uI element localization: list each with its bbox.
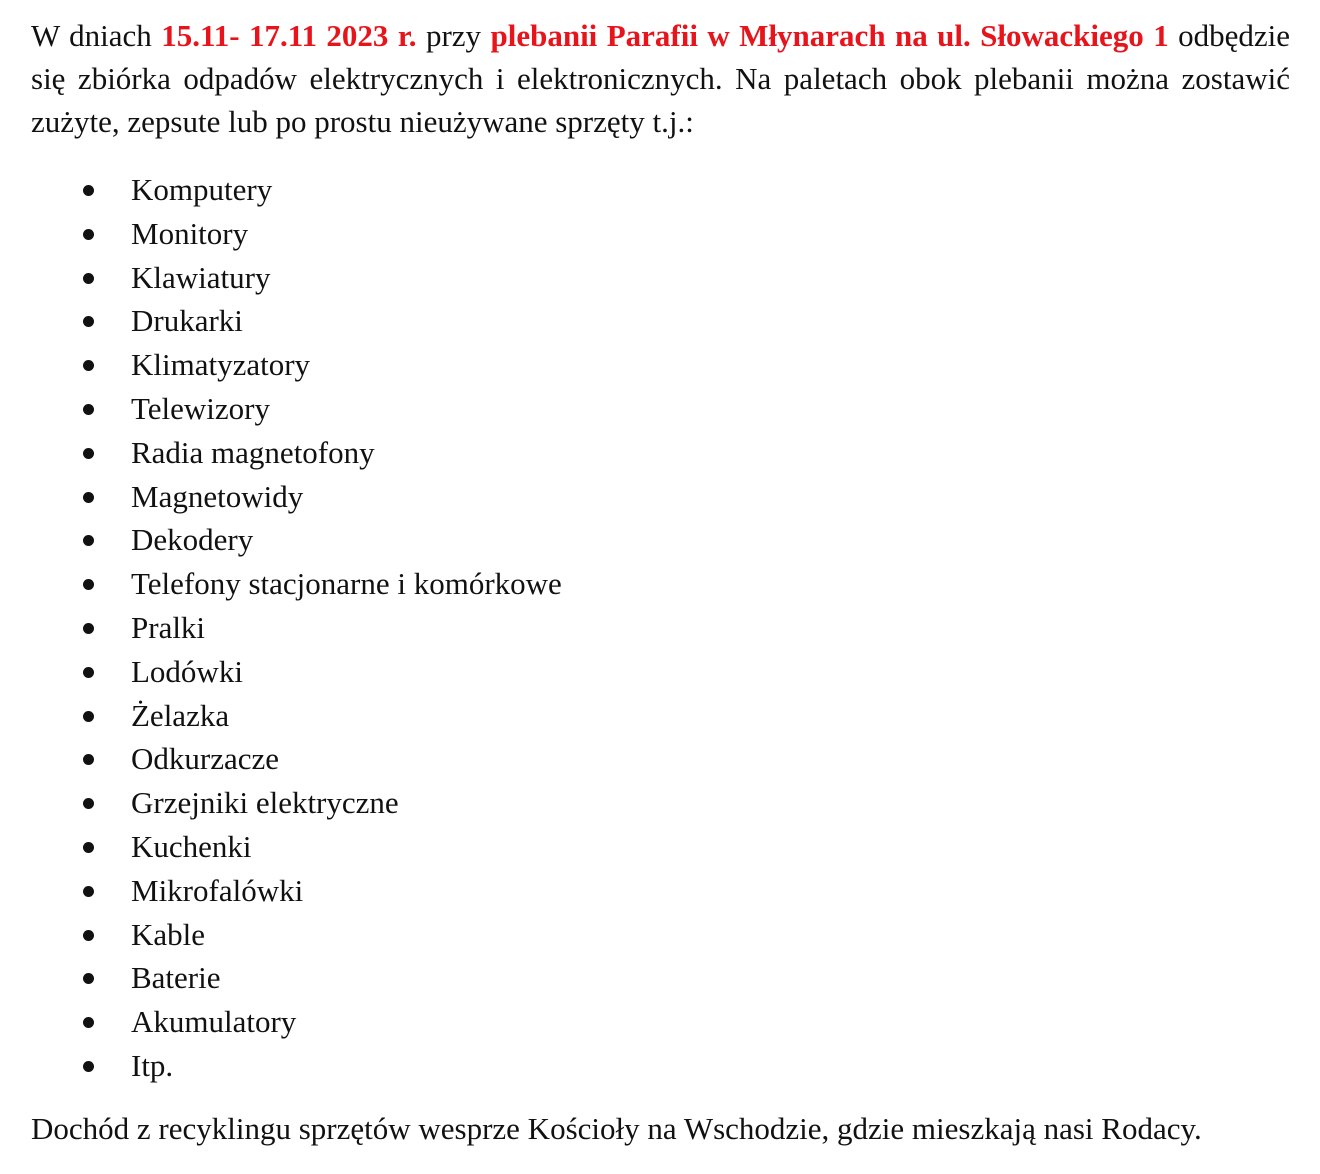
list-item xyxy=(31,913,1290,957)
bullet-icon xyxy=(83,667,94,678)
list-item xyxy=(31,781,1290,825)
list-item-label: Klawiatury xyxy=(131,259,271,295)
list-item-label: Telefony stacjonarne i komórkowe xyxy=(131,566,562,602)
intro-text-end: odbędzie się zbiórka odpadów elektrycznych i elektronicznych. Na paletach obok plebanii można zostawić zużyte, zepsute lub po prostu nieużywane sprzęty t.j.: xyxy=(31,18,1291,139)
list-item-label: Odkurzacze xyxy=(131,741,280,777)
bullet-icon xyxy=(83,492,94,503)
bullet-icon xyxy=(83,973,94,984)
list-item xyxy=(31,299,1290,343)
list-item-label: Klimatyzatory xyxy=(131,347,311,383)
list-item xyxy=(31,518,1290,562)
list-item xyxy=(31,606,1290,650)
list-item-label: Itp. xyxy=(131,1047,174,1083)
bullet-icon xyxy=(83,930,94,941)
list-item-label: Monitory xyxy=(131,215,249,251)
list-item xyxy=(31,387,1290,431)
list-item-label: Baterie xyxy=(131,960,221,996)
list-item xyxy=(31,650,1290,694)
list-item xyxy=(31,256,1290,300)
list-item-label: Żelazka xyxy=(131,697,230,733)
bullet-icon xyxy=(83,754,94,765)
list-item-label: Grzejniki elektryczne xyxy=(131,785,399,821)
list-item xyxy=(31,343,1290,387)
list-item-label: Komputery xyxy=(131,172,273,207)
list-item xyxy=(31,825,1290,869)
list-item xyxy=(31,1000,1290,1044)
list-item xyxy=(31,956,1290,1000)
list-item xyxy=(31,869,1290,913)
bullet-icon xyxy=(83,623,94,634)
bullet-icon xyxy=(83,579,94,590)
list-item-label: Akumulatory xyxy=(131,1004,297,1040)
bullet-icon xyxy=(83,842,94,853)
list-item xyxy=(31,212,1290,256)
bullet-icon xyxy=(83,273,94,284)
bullet-icon xyxy=(83,448,94,459)
bullet-icon xyxy=(83,185,94,196)
list-item xyxy=(31,562,1290,606)
list-item xyxy=(31,1044,1290,1088)
bullet-icon xyxy=(83,798,94,809)
bullet-icon xyxy=(83,1017,94,1028)
list-item-label: Dekodery xyxy=(131,522,254,558)
intro-text-przy: przy xyxy=(416,18,491,53)
bullet-icon xyxy=(83,1061,94,1072)
list-item-label: Magnetowidy xyxy=(131,478,304,514)
document xyxy=(31,0,1290,1150)
collection-dates: 15.11- 17.11 2023 r. xyxy=(161,18,417,53)
list-item xyxy=(31,431,1290,475)
footer-paragraph: Dochód z recyklingu sprzętów wesprze Kościoły na Wschodzie, gdzie mieszkają nasi Rodacy. xyxy=(31,1110,1202,1146)
list-item-label: Kable xyxy=(131,916,206,952)
list-item-label: Lodówki xyxy=(131,653,243,689)
list-item xyxy=(31,737,1290,781)
list-item-label: Telewizory xyxy=(131,390,270,426)
list-item-label: Kuchenki xyxy=(131,828,252,864)
bullet-icon xyxy=(83,229,94,240)
list-item xyxy=(31,168,1290,212)
equipment-list xyxy=(31,168,1290,1088)
bullet-icon xyxy=(83,711,94,722)
intro-text-start: W dniach xyxy=(31,18,162,53)
intro-paragraph xyxy=(31,0,1290,143)
list-item-label: Pralki xyxy=(131,609,206,645)
bullet-icon xyxy=(83,360,94,371)
collection-location: plebanii Parafii w Młynarach na ul. Słowackiego 1 xyxy=(490,18,1169,53)
list-item-label: Mikrofalówki xyxy=(131,872,304,908)
bullet-icon xyxy=(83,404,94,415)
list-item xyxy=(31,475,1290,519)
list-item-label: Drukarki xyxy=(131,303,243,339)
bullet-icon xyxy=(83,886,94,897)
bullet-icon xyxy=(83,535,94,546)
list-item-label: Radia magnetofony xyxy=(131,434,375,470)
bullet-icon xyxy=(83,316,94,327)
list-item xyxy=(31,694,1290,738)
